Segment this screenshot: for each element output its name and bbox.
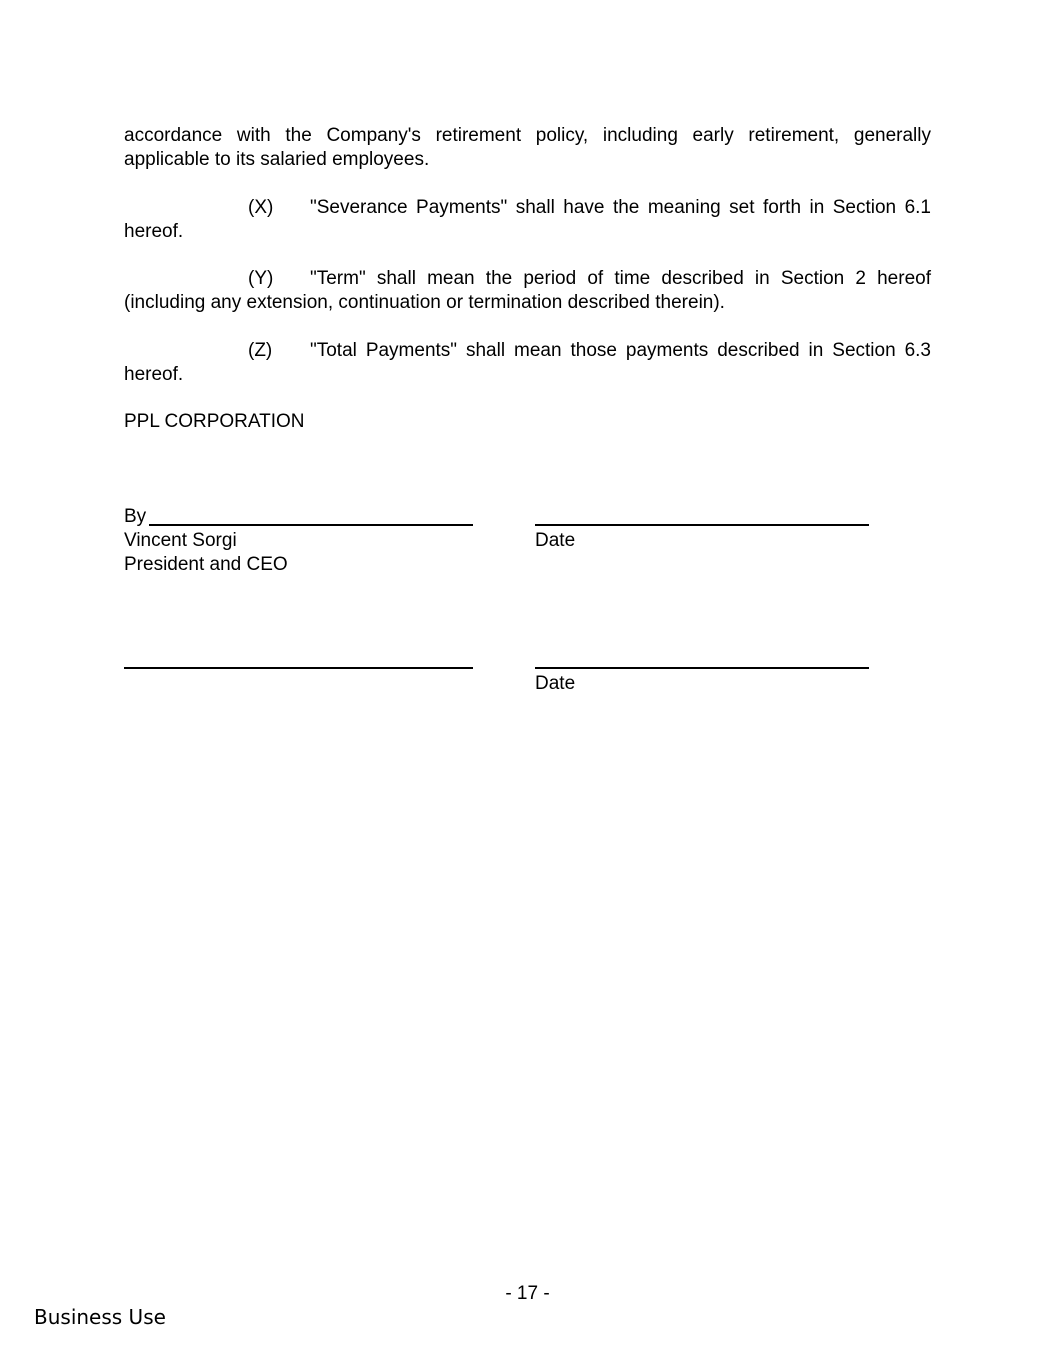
date-line-2 — [535, 667, 869, 669]
intro-paragraph: accordance with the Company's retirement policy, including early retirement, generally applicable to its salaried employees. — [124, 125, 931, 170]
signature-line-1 — [149, 524, 473, 526]
signer-name: Vincent Sorgi — [124, 530, 237, 551]
date-label-1: Date — [535, 530, 576, 551]
definition-z-text: "Total Payments" shall mean those payments described in Section 6.3 hereof. — [124, 340, 931, 385]
definition-y — [124, 267, 931, 315]
definition-x — [124, 196, 931, 244]
signer-title: President and CEO — [124, 554, 288, 575]
definition-z — [124, 339, 931, 387]
company-name: PPL CORPORATION — [124, 411, 305, 432]
definition-y-text: "Term" shall mean the period of time described in Section 2 hereof (including any extension, continuation or termination described therein). — [124, 268, 931, 313]
definition-y-label: (Y) — [248, 268, 274, 289]
signature-line-2 — [124, 667, 473, 669]
footer-label: Business Use — [34, 1305, 166, 1329]
date-label-2: Date — [535, 673, 576, 694]
page-number: - 17 - — [505, 1283, 550, 1304]
definition-z-label: (Z) — [248, 340, 273, 361]
by-label: By — [124, 506, 147, 527]
date-line-1 — [535, 524, 869, 526]
definition-x-label: (X) — [248, 197, 274, 218]
definition-x-text: "Severance Payments" shall have the meaning set forth in Section 6.1 hereof. — [124, 197, 931, 242]
